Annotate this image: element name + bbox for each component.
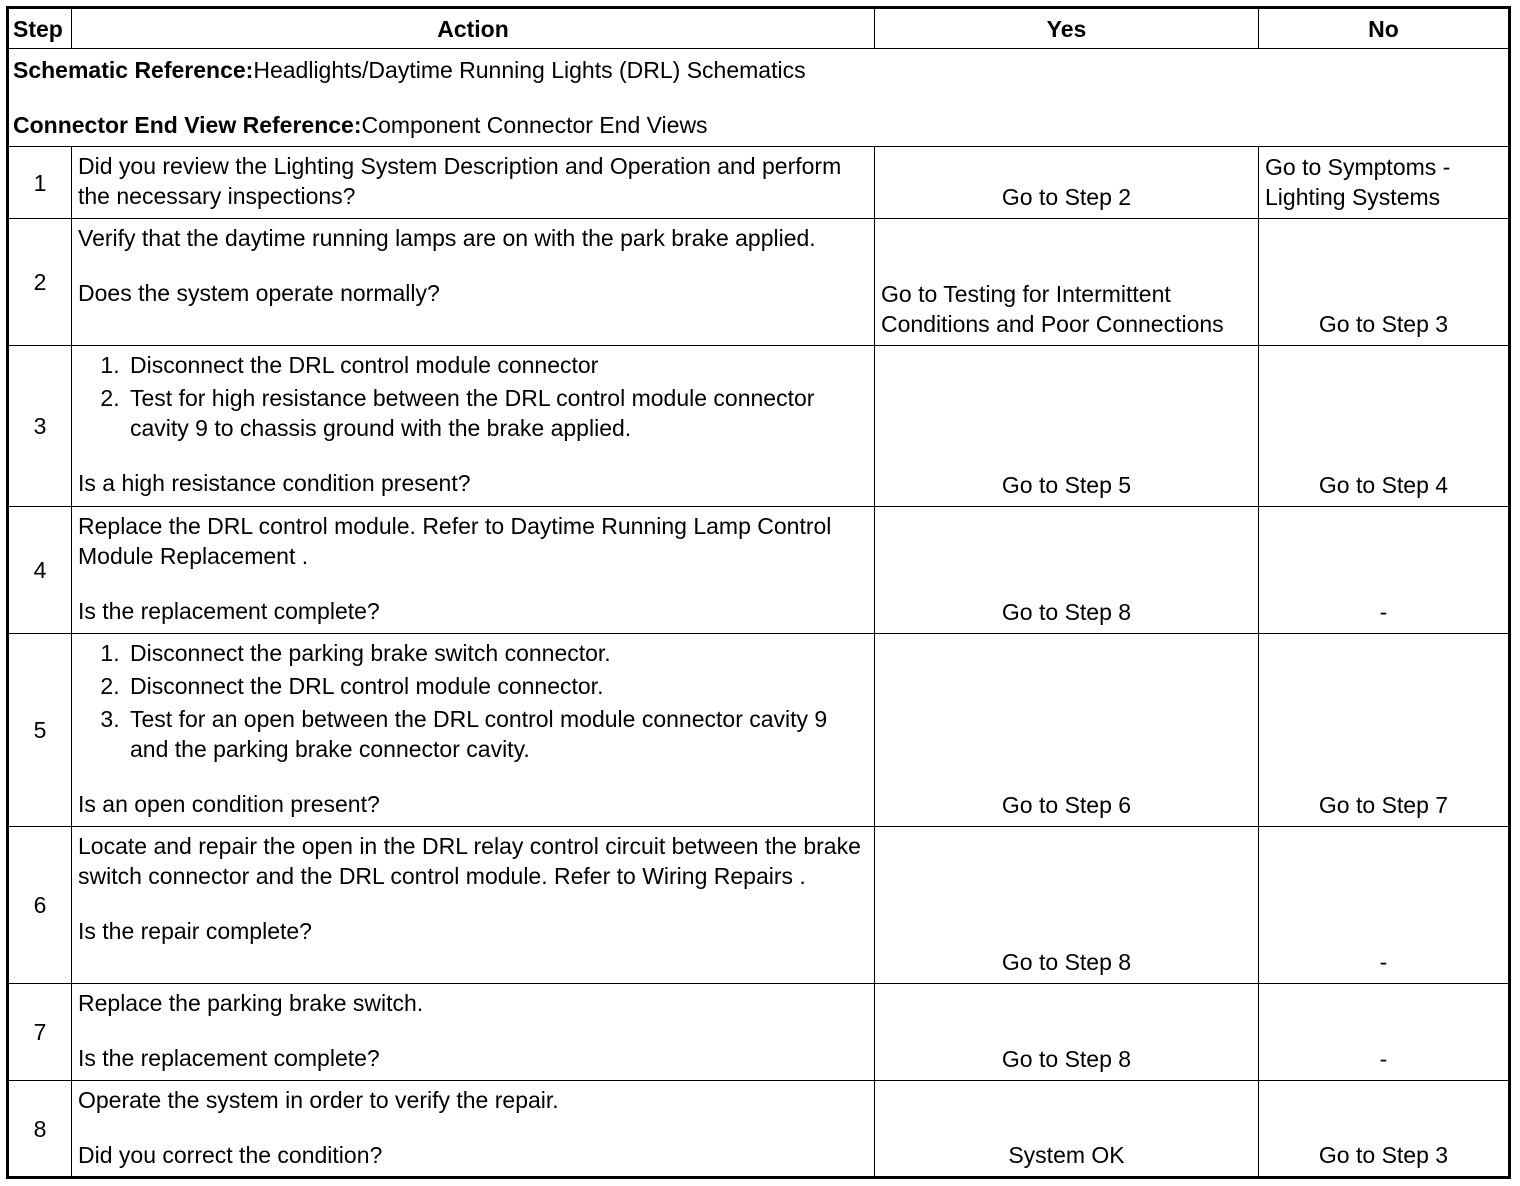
no-cell[interactable]: Go to Symptoms - Lighting Systems <box>1259 147 1510 219</box>
header-step: Step <box>8 8 72 49</box>
action-cell <box>72 634 875 827</box>
yes-cell[interactable]: Go to Step 5 <box>875 346 1259 507</box>
list-item: 2. Test for high resistance between the DRL control module connector cavity 9 to chassis ground with the brake applied. <box>126 383 868 443</box>
header-action: Action <box>72 8 875 49</box>
table-row <box>8 346 1510 507</box>
table-row <box>8 147 1510 219</box>
action-text: Did you review the Lighting System Description and Operation and perform the necessary inspections? <box>78 153 842 209</box>
connector-reference-link[interactable]: Component Connector End Views <box>361 112 708 138</box>
schematic-reference <box>13 55 1504 85</box>
action-question: Is the repair complete? <box>78 918 312 944</box>
action-text: Locate and repair the open in the DRL relay control circuit between the brake switch connector and the DRL control module. Refer to Wiring Repairs . <box>78 833 861 889</box>
action-text: Replace the DRL control module. Refer to Daytime Running Lamp Control Module Replacement . <box>78 513 832 569</box>
table-row <box>8 507 1510 634</box>
action-question: Is the replacement complete? <box>78 598 380 624</box>
step-number: 3 <box>8 346 72 507</box>
step-number: 8 <box>8 1081 72 1178</box>
action-list <box>78 638 868 764</box>
action-text: Replace the parking brake switch. <box>78 990 424 1016</box>
no-cell: - <box>1259 984 1510 1081</box>
list-item: 3. Test for an open between the DRL control module connector cavity 9 and the parking brake connector cavity. <box>126 704 868 764</box>
no-cell: - <box>1259 827 1510 984</box>
schematic-reference-link[interactable]: Headlights/Daytime Running Lights (DRL) Schematics <box>253 57 806 83</box>
connector-reference-label: Connector End View Reference: <box>13 112 362 138</box>
no-cell[interactable]: Go to Step 3 <box>1259 219 1510 346</box>
no-cell[interactable]: Go to Step 3 <box>1259 1081 1510 1178</box>
header-row <box>8 8 1510 49</box>
list-item: 1. Disconnect the parking brake switch connector. <box>126 638 868 668</box>
action-question: Does the system operate normally? <box>78 280 440 306</box>
table-row <box>8 984 1510 1081</box>
connector-reference <box>13 110 1504 140</box>
action-cell <box>72 147 875 219</box>
step-number: 1 <box>8 147 72 219</box>
step-number: 4 <box>8 507 72 634</box>
table-row <box>8 219 1510 346</box>
action-cell <box>72 984 875 1081</box>
action-text: Verify that the daytime running lamps are on with the park brake applied. <box>78 225 816 251</box>
schematic-reference-label: Schematic Reference: <box>13 57 254 83</box>
action-cell <box>72 346 875 507</box>
action-cell <box>72 219 875 346</box>
diagnostic-table <box>6 6 1511 1179</box>
step-number: 6 <box>8 827 72 984</box>
list-item: 1. Disconnect the DRL control module connector <box>126 350 868 380</box>
action-cell <box>72 827 875 984</box>
no-cell[interactable]: Go to Step 4 <box>1259 346 1510 507</box>
action-list <box>78 350 868 443</box>
action-cell <box>72 507 875 634</box>
action-question: Is the replacement complete? <box>78 1045 380 1071</box>
no-cell[interactable]: Go to Step 7 <box>1259 634 1510 827</box>
action-question: Did you correct the condition? <box>78 1142 383 1168</box>
action-question: Is a high resistance condition present? <box>78 470 471 496</box>
yes-cell[interactable]: Go to Step 8 <box>875 827 1259 984</box>
yes-cell[interactable]: Go to Step 2 <box>875 147 1259 219</box>
table-row <box>8 827 1510 984</box>
step-number: 2 <box>8 219 72 346</box>
action-text: Operate the system in order to verify the repair. <box>78 1087 559 1113</box>
header-yes: Yes <box>875 8 1259 49</box>
reference-row <box>8 49 1510 147</box>
table-row <box>8 634 1510 827</box>
table-row <box>8 1081 1510 1178</box>
yes-cell[interactable]: Go to Step 6 <box>875 634 1259 827</box>
step-number: 7 <box>8 984 72 1081</box>
step-number: 5 <box>8 634 72 827</box>
header-no: No <box>1259 8 1510 49</box>
action-cell <box>72 1081 875 1178</box>
list-item: 2. Disconnect the DRL control module connector. <box>126 671 868 701</box>
yes-cell: System OK <box>875 1081 1259 1178</box>
yes-cell[interactable]: Go to Testing for Intermittent Conditions and Poor Connections <box>875 219 1259 346</box>
yes-cell[interactable]: Go to Step 8 <box>875 984 1259 1081</box>
no-cell: - <box>1259 507 1510 634</box>
action-question: Is an open condition present? <box>78 791 380 817</box>
reference-cell <box>8 49 1510 147</box>
yes-cell[interactable]: Go to Step 8 <box>875 507 1259 634</box>
